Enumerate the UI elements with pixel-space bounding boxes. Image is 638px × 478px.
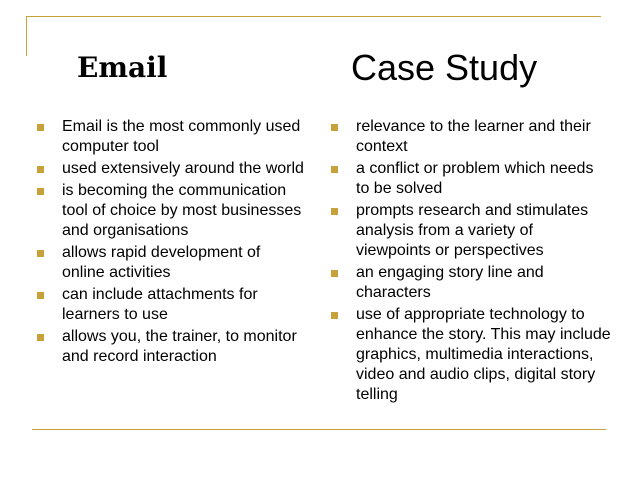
bullet-text: use of appropriate technology to enhance the story. This may include graphics, multimedia interactions, video and audio clips, digital story telling — [356, 306, 611, 403]
email-bullet-list — [37, 117, 305, 369]
email-bullet-item — [37, 243, 305, 283]
case-study-bullet-item — [331, 117, 611, 157]
case-study-bullet-item — [331, 263, 611, 303]
square-bullet-icon — [37, 334, 44, 341]
square-bullet-icon — [331, 312, 338, 319]
square-bullet-icon — [37, 188, 44, 195]
top-rule — [26, 16, 601, 17]
case-study-bullet-list — [331, 117, 611, 407]
left-rule — [26, 16, 27, 56]
case-study-bullet-item — [331, 305, 611, 405]
case-study-heading: Case Study — [351, 47, 538, 88]
square-bullet-icon — [37, 292, 44, 299]
email-bullet-item — [37, 159, 305, 179]
email-bullet-item — [37, 327, 305, 367]
square-bullet-icon — [37, 250, 44, 257]
bullet-text: Email is the most commonly used computer tool — [62, 118, 301, 155]
square-bullet-icon — [331, 124, 338, 131]
case-study-bullet-item — [331, 201, 611, 261]
case-study-bullet-item — [331, 159, 611, 199]
bullet-text: allows rapid development of online activities — [62, 244, 261, 281]
bullet-text: allows you, the trainer, to monitor and record interaction — [62, 328, 297, 365]
bullet-text: relevance to the learner and their context — [356, 118, 591, 155]
bullet-text: prompts research and stimulates analysis from a variety of viewpoints or perspectives — [356, 202, 589, 259]
email-heading: Email — [77, 51, 168, 84]
square-bullet-icon — [331, 270, 338, 277]
bullet-text: used extensively around the world — [62, 160, 304, 177]
bullet-text: a conflict or problem which needs to be solved — [356, 160, 594, 197]
email-bullet-item — [37, 181, 305, 241]
bullet-text: can include attachments for learners to use — [62, 286, 258, 323]
square-bullet-icon — [37, 166, 44, 173]
email-bullet-item — [37, 285, 305, 325]
square-bullet-icon — [331, 208, 338, 215]
square-bullet-icon — [331, 166, 338, 173]
bullet-text: an engaging story line and characters — [356, 264, 544, 301]
bullet-text: is becoming the communication tool of choice by most businesses and organisations — [62, 182, 302, 239]
square-bullet-icon — [37, 124, 44, 131]
bottom-rule — [32, 429, 606, 430]
email-bullet-item — [37, 117, 305, 157]
